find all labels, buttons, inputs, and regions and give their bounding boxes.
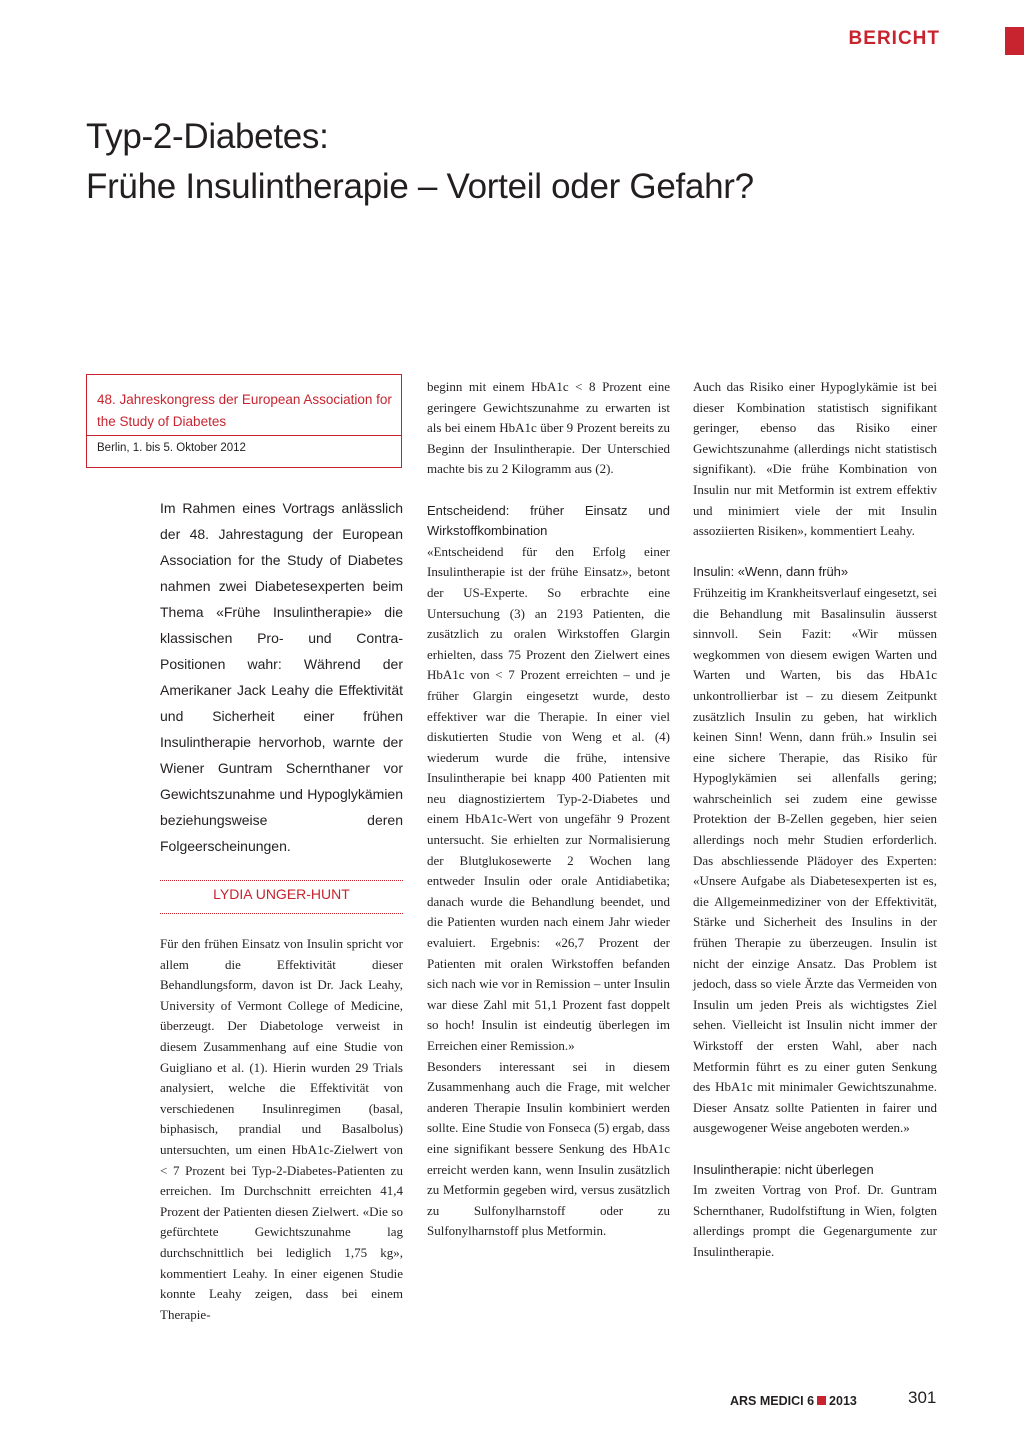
footer-square-marker xyxy=(817,1396,826,1405)
congress-info-box xyxy=(86,374,402,468)
subheading: Insulintherapie: nicht überlegen xyxy=(693,1161,874,1177)
text-column-1 xyxy=(160,934,403,1325)
paragraph-gap xyxy=(693,542,937,563)
body-paragraph: Im zweiten Vortrag von Prof. Dr. Guntram Schernthaner, Rudolfstiftung in Wien, folgten allerdings prompt die Gegenargumente zur Insulintherapie. xyxy=(693,1182,937,1259)
footer-magazine xyxy=(730,1393,857,1409)
congress-name: 48. Jahreskongress der European Association for the Study of Diabetes xyxy=(97,392,392,429)
congress-divider xyxy=(87,435,401,436)
subheading: Entscheidend: früher Einsatz und Wirkstoffkombination xyxy=(427,502,670,539)
section-label: BERICHT xyxy=(848,28,940,49)
body-paragraph: Frühzeitig im Krankheitsverlauf eingesetzt, sei die Behandlung mit Basalinsulin äusserst sinnvoll. Sein Fazit: «Wir müssen wegkommen von diesem ewigen Warten und Warten und Warten, bis das HbA1c unkontrollierbar ist – zu diesem Zeitpunkt zusätzlich Insulin zu geben, hat wirklich keinen Sinn! Wenn, dann früh.» Insulin sei eine sichere Therapie, das Risiko für Hypoglykämien sei allenfalls gering; wahrscheinlich sei zudem eine gewisse Protektion der B-Zellen gegeben, hier seien allerdings noch mehr Studien erforderlich. Das abschliessende Plädoyer des Experten: «Unsere Aufgabe als Diabetesexperten ist es, die Allgemeinmediziner von der Effektivität, Stärke und Sicherheit des Insulins in der frühen Therapie zu überzeugen. Insulin ist nicht der einzige Ansatz. Das Problem ist jedoch, dass so viele Ärzte das Vermeiden von Insulin um jeden Preis als wichtigstes Ziel sehen. Vielleicht ist Insulin nicht immer der Wirkstoff der ersten Wahl, aber nach Metformin führt es zu einer guten Senkung des HbA1c mit minimaler Gewichtszunahme. Dieser Ansatz sollte Patienten in fairer und ausgewogener Weise angeboten werden.» xyxy=(693,584,937,1136)
body-paragraph: Auch das Risiko einer Hypoglykämie ist bei dieser Kombination statistisch signifikant geringer, ebenso das Risiko einer Gewichtszunahme (allerdings nicht statistisch signifikant). «Die frühe Kombination von Insulin nur mit Metformin ist extrem effektiv und minimiert viele der mit Insulin assoziierten Risiken», kommentiert Leahy. xyxy=(693,379,937,539)
page-number: 301 xyxy=(908,1388,937,1407)
article-title xyxy=(86,112,966,212)
body-paragraph: «Entscheidend für den Erfolg einer Insulintherapie ist der frühe Einsatz», betont der US-Experte. So erbrachte eine Untersuchung (3) an 2193 Patienten, die zusätzlich zu oralen Wirkstoffen Glargin erhielten, dass 75 Prozent den Zielwert eines HbA1c von < 7 Prozent erreichten – und je früher Glargin eingesetzt wurde, desto effektiver war die Therapie. In einer viel diskutierten Studie von Weng et al. (4) wiederum wurde die frühe, intensive Insulintherapie bei knapp 400 Patienten mit neu diagnostiziertem Typ-2-Diabetes und einem HbA1c-Wert von ungefähr 9 Prozent untersucht. Sie erhielten zur Normalisierung der Blutglukosewerte 2 Wochen lang entweder Insulin oder orale Antidiabetika; danach wurde die Behandlung beendet, und die Patienten wurden nach einem Jahr wieder evaluiert. Ergebnis: «26,7 Prozent der Patienten mit oralen Wirkstoffen befanden sich nach wie vor in Remission – unter Insulin war diese Zahl mit 51,1 Prozent fast doppelt so hoch! Insulin ist eindeutig überlegen im Erreichen einer Remission.» xyxy=(427,543,670,1053)
paragraph-gap xyxy=(427,480,670,501)
body-paragraph: beginn mit einem HbA1c < 8 Prozent eine geringere Gewichtszunahme zu erwarten ist als bei einem HbA1c über 9 Prozent bereits zu Beginn der Insulintherapie. Der Unterschied machte bis zu 2 Kilogramm aus (2). xyxy=(427,379,670,477)
author-name: LYDIA UNGER-HUNT xyxy=(160,880,403,914)
subheading: Insulin: «Wenn, dann früh» xyxy=(693,564,849,580)
paragraph-gap xyxy=(693,1139,937,1160)
body-paragraph: Für den frühen Einsatz von Insulin spricht vor allem die Effektivität dieser Behandlungsform, davon ist Dr. Jack Leahy, University of Vermont College of Medicine, überzeugt. Der Diabetologe verweist in diesem Zusammenhang auf eine Studie von Guigliano et al. (1). Hierin wurden 29 Trials analysiert, welche die Effektivität von verschiedenen Insulinregimen (basal, biphasisch, prandial und Basalbolus) untersuchten, um einen HbA1c-Zielwert von < 7 Prozent bei Typ-2-Diabetes-Patienten zu erreichen. Im Durchschnitt erreichten 41,4 Prozent der Patienten diesen Zielwert. «Die so gefürchtete Gewichtszunahme lag durchschnittlich bei lediglich 1,75 kg», kommentiert Leahy. In einer eigenen Studie konnte Leahy zeigen, dass bei einem Therapie- xyxy=(160,936,403,1322)
text-column-3 xyxy=(693,377,937,1263)
congress-date: Berlin, 1. bis 5. Oktober 2012 xyxy=(97,442,246,454)
text-column-2 xyxy=(427,377,670,1242)
title-line-1: Typ-2-Diabetes: xyxy=(86,117,329,156)
section-marker xyxy=(1005,27,1024,55)
magazine-year: 2013 xyxy=(829,1394,857,1408)
title-line-2: Frühe Insulintherapie – Vorteil oder Gefahr? xyxy=(86,167,754,206)
body-paragraph: Besonders interessant sei in diesem Zusammenhang auch die Frage, mit welcher anderen Therapie Insulin kombiniert werden sollte. Eine Studie von Fonseca (5) ergab, dass eine signifikant bessere Senkung des HbA1c erreicht werden kann, wenn Insulin zusätzlich zu Metformin gegeben wird, versus zusätzlich zu Sulfonylharnstoff oder zu Sulfonylharnstoff plus Metformin. xyxy=(427,1058,670,1239)
magazine-name: ARS MEDICI 6 xyxy=(730,1394,815,1408)
lead-paragraph: Im Rahmen eines Vortrags anlässlich der 48. Jahrestagung der European Association for the Study of Diabetes nahmen zwei Diabetesexperten beim Thema «Frühe Insulintherapie» die klassischen Pro- und Contra-Positionen wahr: Während der Amerikaner Jack Leahy die Effektivität und Sicherheit einer frühen Insulintherapie hervorhob, warnte der Wiener Guntram Schernthaner vor Gewichtszunahme und Hypoglykämien beziehungsweise deren Folgeerscheinungen. xyxy=(160,500,403,854)
